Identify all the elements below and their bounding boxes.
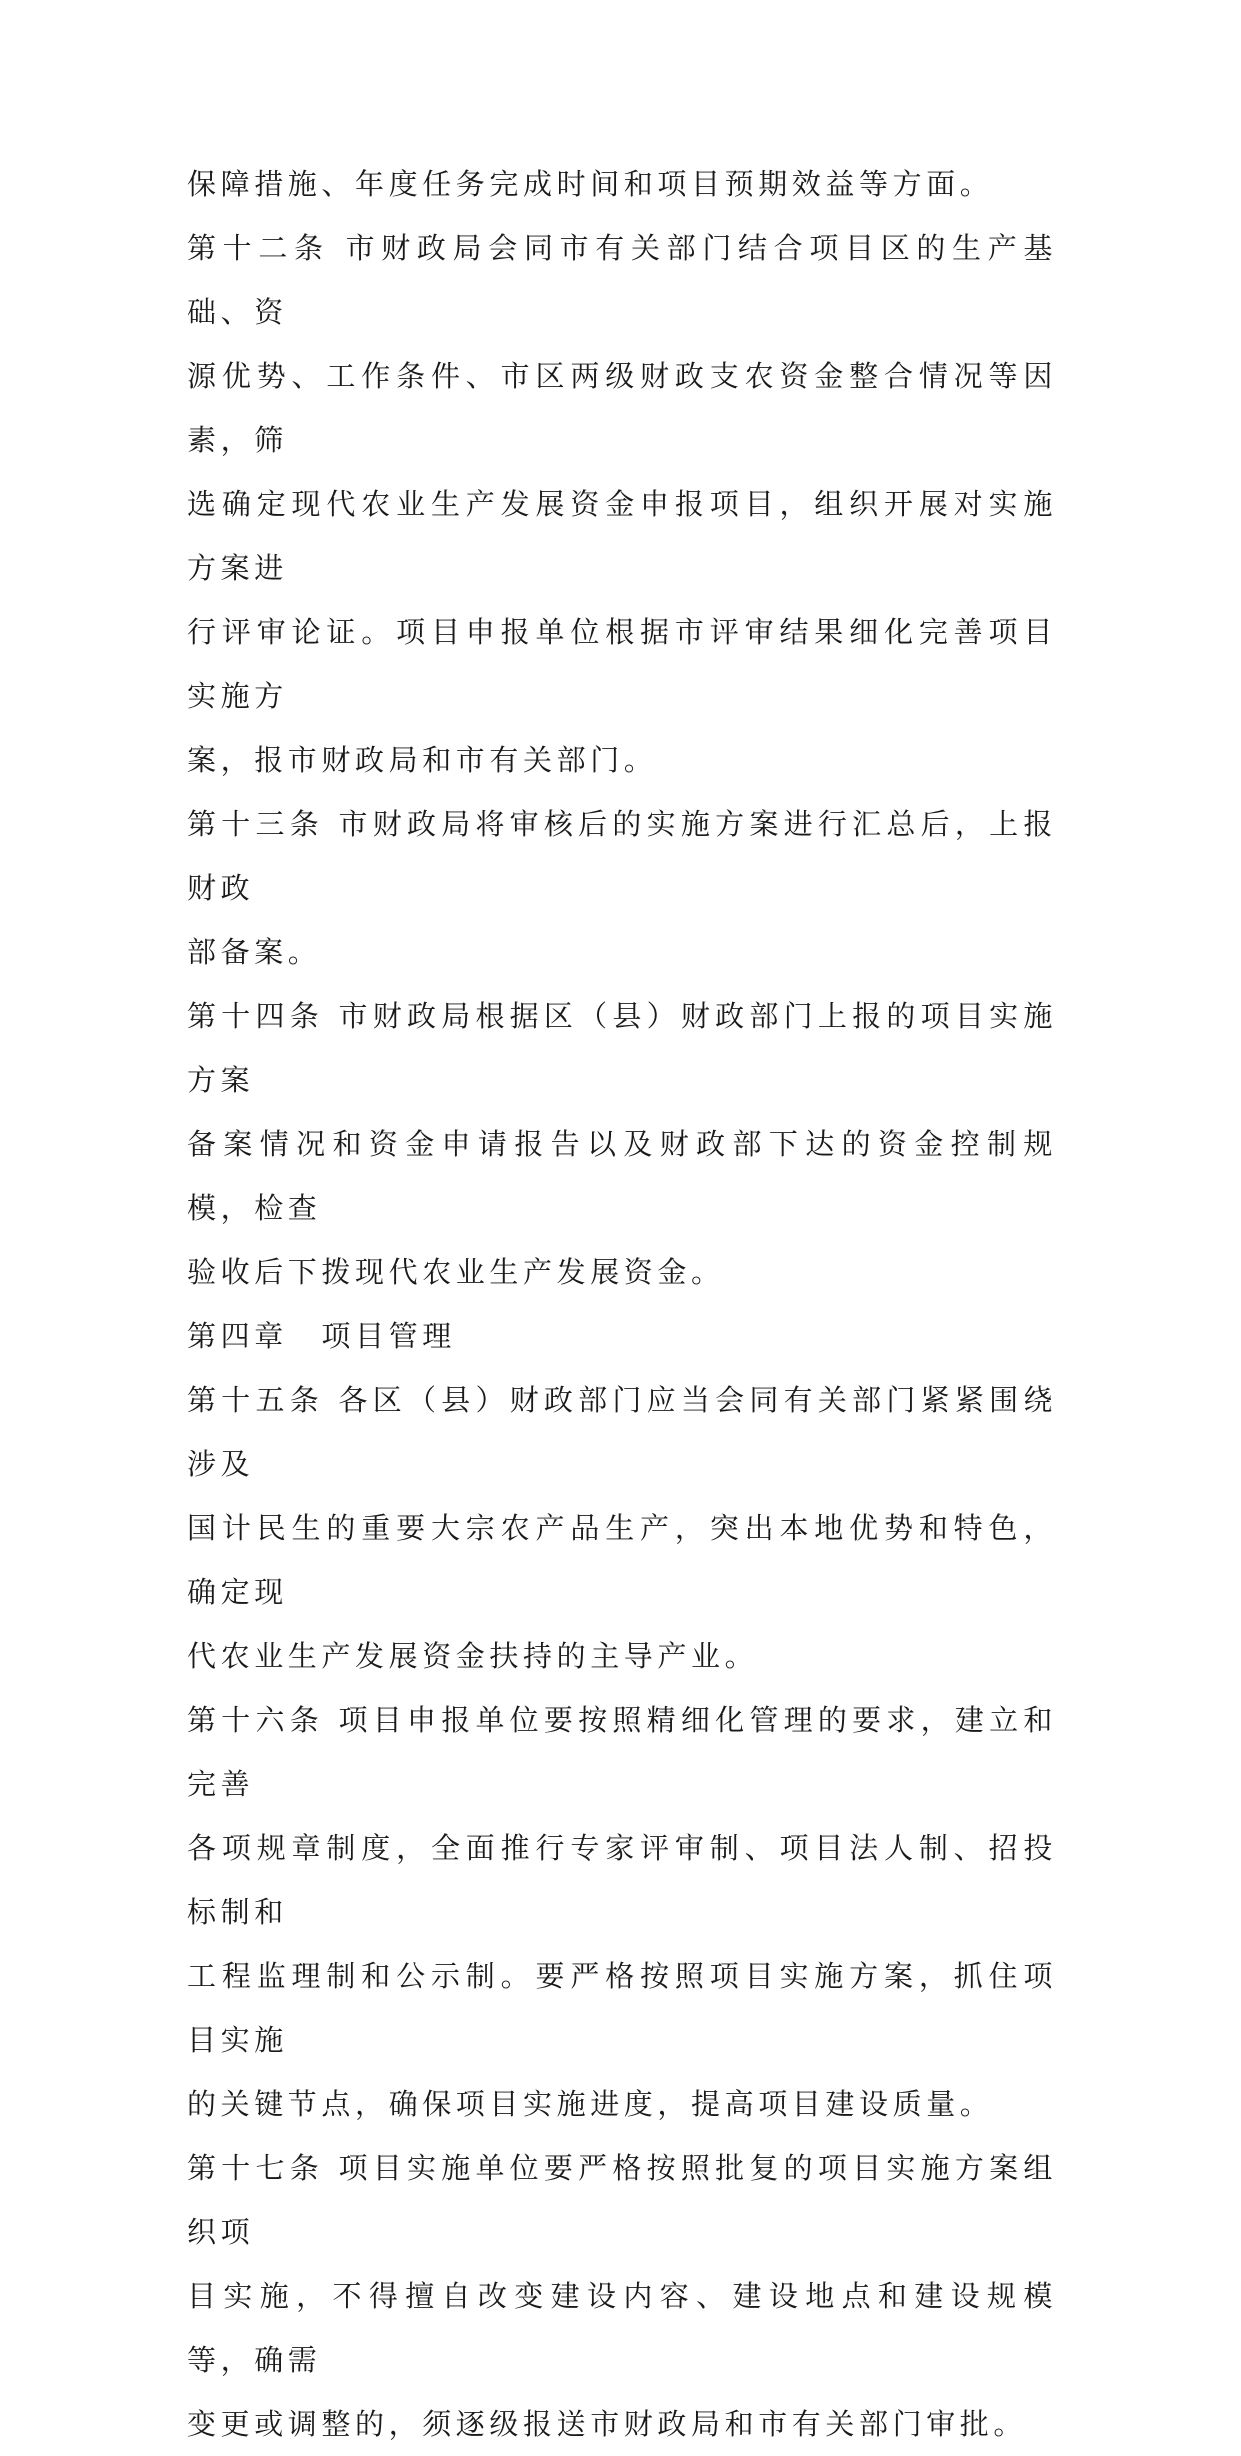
article-17: 第十七条 项目实施单位要严格按照批复的项目实施方案组织项 目实施，不得擅自改变建设内容、建设地点和建设规模等，确需 变更或调整的，须逐级报送市财政局和市有关部门审批。 <box>187 2151 1057 2441</box>
article-16: 第十六条 项目申报单位要按照精细化管理的要求，建立和完善 各项规章制度，全面推行专家评审制、项目法人制、招投标制和 工程监理制和公示制。要严格按照项目实施方案，抓住项目实施 的关键节点，确保项目实施进度，提高项目建设质量。 <box>187 1703 1057 2121</box>
chapter-4-heading: 第四章 项目管理 <box>187 1319 456 1353</box>
article-13: 第十三条 市财政局将审核后的实施方案进行汇总后，上报财政 部备案。 <box>187 807 1057 969</box>
article-12: 第十二条 市财政局会同市有关部门结合项目区的生产基础、资 源优势、工作条件、市区两级财政支农资金整合情况等因素，筛 选确定现代农业生产发展资金申报项目，组织开展对实施方案进 行评审论证。项目申报单位根据市评审结果细化完善项目实施方 案，报市财政局和市有关部门。 <box>187 231 1057 777</box>
article-15: 第十五条 各区（县）财政部门应当会同有关部门紧紧围绕涉及 国计民生的重要大宗农产品生产，突出本地优势和特色，确定现 代农业生产发展资金扶持的主导产业。 <box>187 1383 1057 1673</box>
article-14: 第十四条 市财政局根据区（县）财政部门上报的项目实施方案 备案情况和资金申请报告以及财政部下达的资金控制规模，检查 验收后下拨现代农业生产发展资金。 <box>187 999 1057 1289</box>
document-body <box>187 152 1057 2456</box>
paragraph-continuation: 保障措施、年度任务完成时间和项目预期效益等方面。 <box>187 167 994 201</box>
